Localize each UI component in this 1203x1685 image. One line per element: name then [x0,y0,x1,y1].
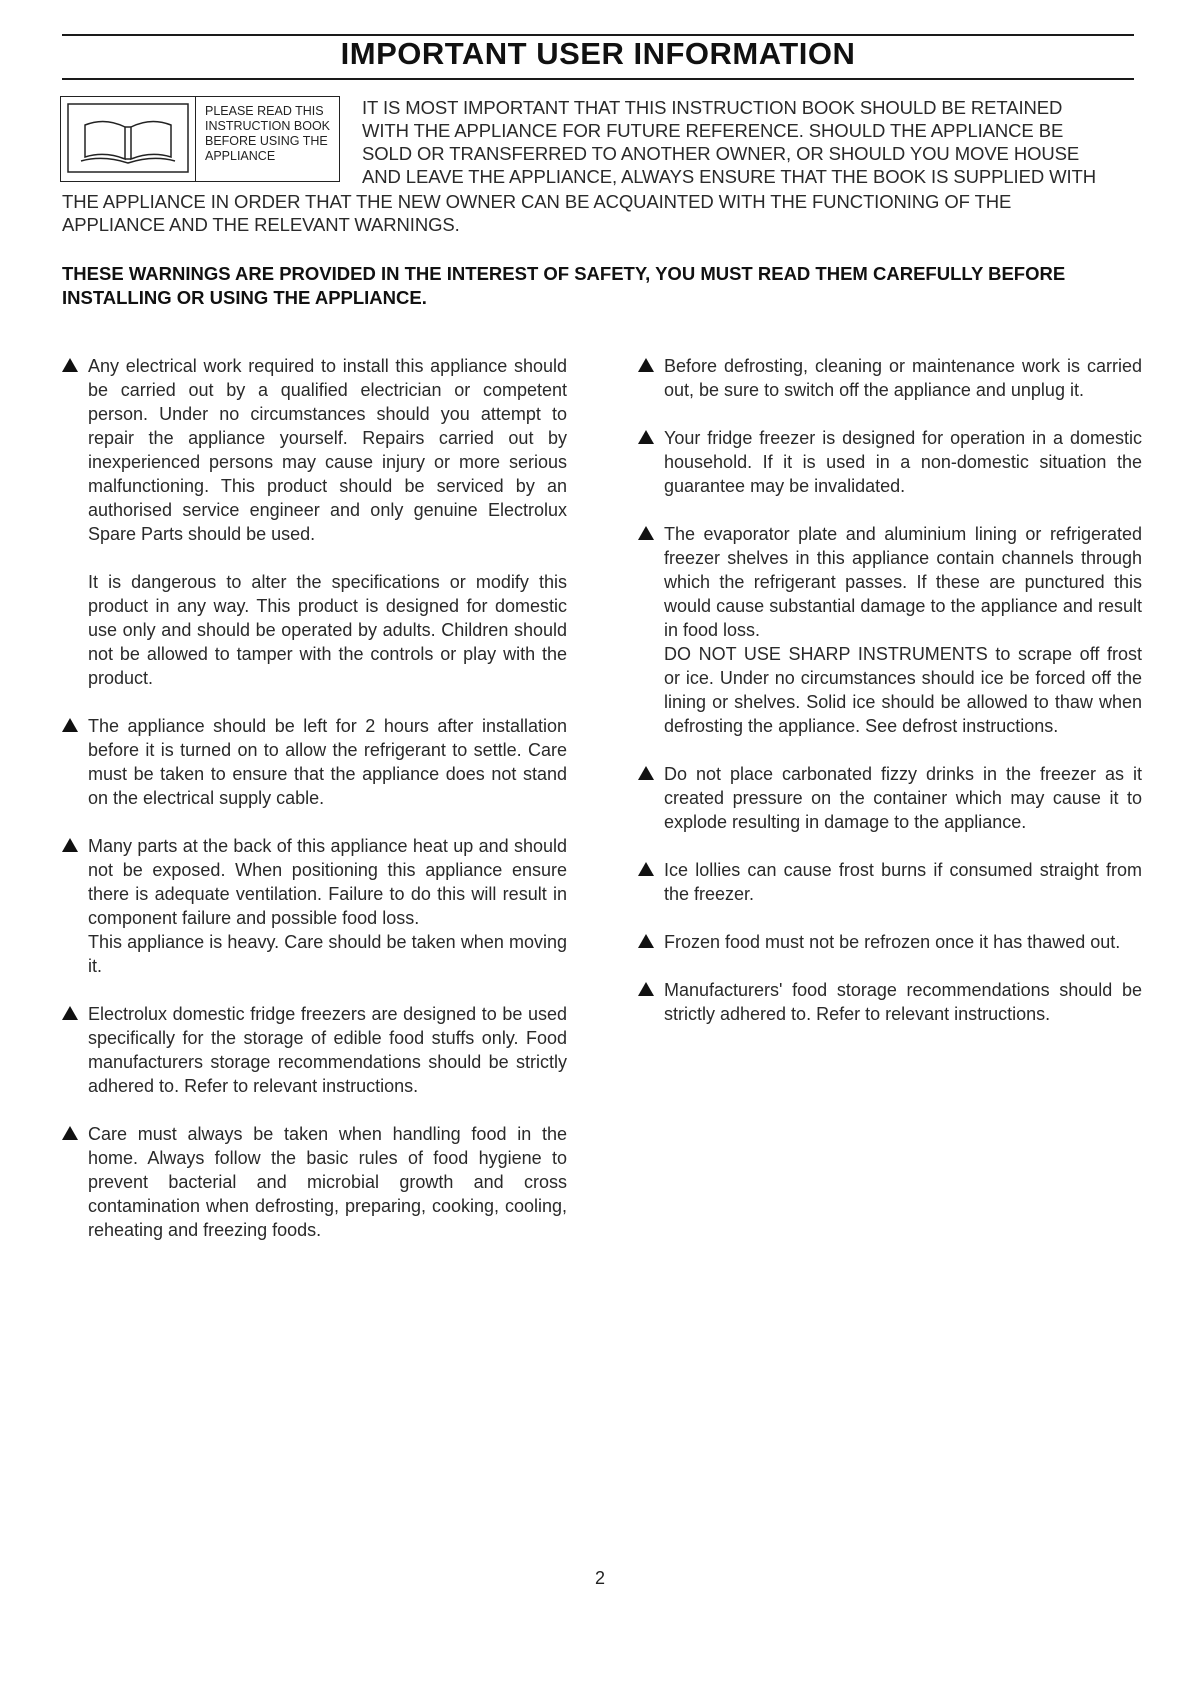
notice-text: PLEASE READ THIS INSTRUCTION BOOK BEFORE USING THE APPLIANCE [205,104,331,163]
warning-text: Your fridge freezer is designed for operation in a domestic household. If it is used in a non-domestic situation the guarantee may be invalidated. [664,428,1142,496]
intro-line: WITH THE APPLIANCE FOR FUTURE REFERENCE. SHOULD THE APPLIANCE BE [362,120,1064,141]
warning-text: The evaporator plate and aluminium lining or refrigerated freezer shelves in this appliance contain channels through which the refrigerant passes. If these are punctured this would cause substantial damage to the appliance and result in food loss. [664,524,1142,640]
warning-item [62,1122,567,1242]
warning-item [62,1002,567,1098]
warnings-left-column [62,354,567,1266]
intro-line: APPLIANCE AND THE RELEVANT WARNINGS. [62,214,460,235]
triangle-bullet-icon [638,526,654,540]
triangle-bullet-icon [62,358,78,372]
warning-item [62,354,567,690]
triangle-bullet-icon [638,934,654,948]
intro-line: SOLD OR TRANSFERRED TO ANOTHER OWNER, OR SHOULD YOU MOVE HOUSE [362,143,1080,164]
triangle-bullet-icon [638,982,654,996]
warning-item [638,522,1142,738]
warning-text: It is dangerous to alter the specifications or modify this product in any way. This product is designed for domestic use only and should be operated by adults. Children should not be allowed to tamper with the controls or play with the product. [88,572,567,688]
triangle-bullet-icon [62,838,78,852]
warning-item [638,426,1142,498]
open-book-icon [67,103,189,173]
warning-item [638,978,1142,1026]
warning-text: Care must always be taken when handling food in the home. Always follow the basic rules of food hygiene to prevent bacterial and microbial growth and cross contamination when defrosting, preparing, cooking, cooling, reheating and freezing foods. [88,1124,567,1240]
notice-divider [195,97,196,181]
warnings-right-column [638,354,1142,1050]
warning-item [638,354,1142,402]
warning-text: Any electrical work required to install this appliance should be carried out by a qualified electrician or competent person. Under no circumstances should you attempt to repair the appliance yourself. Repairs carried out by inexperienced persons may cause injury or more serious malfunctioning. This product should be serviced by an authorised service engineer and only genuine Electrolux Spare Parts should be used. [88,356,567,544]
warning-item [62,714,567,810]
intro-line: AND LEAVE THE APPLIANCE, ALWAYS ENSURE THAT THE BOOK IS SUPPLIED WITH [362,166,1096,187]
safety-warning-heading: THESE WARNINGS ARE PROVIDED IN THE INTEREST OF SAFETY, YOU MUST READ THEM CAREFULLY BEFORE INSTALLING OR USING THE APPLIANCE. [62,263,1066,308]
warning-text: Ice lollies can cause frost burns if consumed straight from the freezer. [664,860,1142,904]
triangle-bullet-icon [638,766,654,780]
warning-text: Electrolux domestic fridge freezers are designed to be used specifically for the storage of edible food stuffs only. Food manufacturers storage recommendations should be strictly adhered to. Refer to relevant instructions. [88,1004,567,1096]
warning-text: DO NOT USE SHARP INSTRUMENTS to scrape off frost or ice. Under no circumstances should ice be forced off the lining or shelves. Solid ice should be allowed to thaw when defrosting the appliance. See defrost instructions. [664,644,1142,736]
triangle-bullet-icon [638,862,654,876]
warning-text: Manufacturers' food storage recommendations should be strictly adhered to. Refer to relevant instructions. [664,980,1142,1024]
triangle-bullet-icon [62,1126,78,1140]
warning-text: Many parts at the back of this appliance heat up and should not be exposed. When positioning this appliance ensure there is adequate ventilation. Failure to do this will result in component failure and possible food loss. [88,836,567,928]
page-number: 2 [594,1568,605,1588]
intro-line: THE APPLIANCE IN ORDER THAT THE NEW OWNER CAN BE ACQUAINTED WITH THE FUNCTIONING OF THE [62,191,1012,212]
triangle-bullet-icon [62,718,78,732]
triangle-bullet-icon [62,1006,78,1020]
warning-text: Frozen food must not be refrozen once it has thawed out. [664,932,1121,952]
warning-text: Do not place carbonated fizzy drinks in the freezer as it created pressure on the container which may cause it to explode resulting in damage to the appliance. [664,764,1142,832]
triangle-bullet-icon [638,430,654,444]
warning-item [638,930,1142,954]
warning-item [638,762,1142,834]
title-underline [62,78,1134,80]
triangle-bullet-icon [638,358,654,372]
notice-box [60,96,340,182]
warning-text: This appliance is heavy. Care should be taken when moving it. [88,932,567,976]
warning-text: The appliance should be left for 2 hours after installation before it is turned on to allow the refrigerant to settle. Care must be taken to ensure that the appliance does not stand on the electrical supply cable. [88,716,567,808]
page-title: IMPORTANT USER INFORMATION [340,36,856,71]
intro-line: IT IS MOST IMPORTANT THAT THIS INSTRUCTION BOOK SHOULD BE RETAINED [362,97,1063,118]
warning-text: Before defrosting, cleaning or maintenance work is carried out, be sure to switch off the appliance and unplug it. [664,356,1142,400]
warning-item [638,858,1142,906]
warning-item [62,834,567,978]
